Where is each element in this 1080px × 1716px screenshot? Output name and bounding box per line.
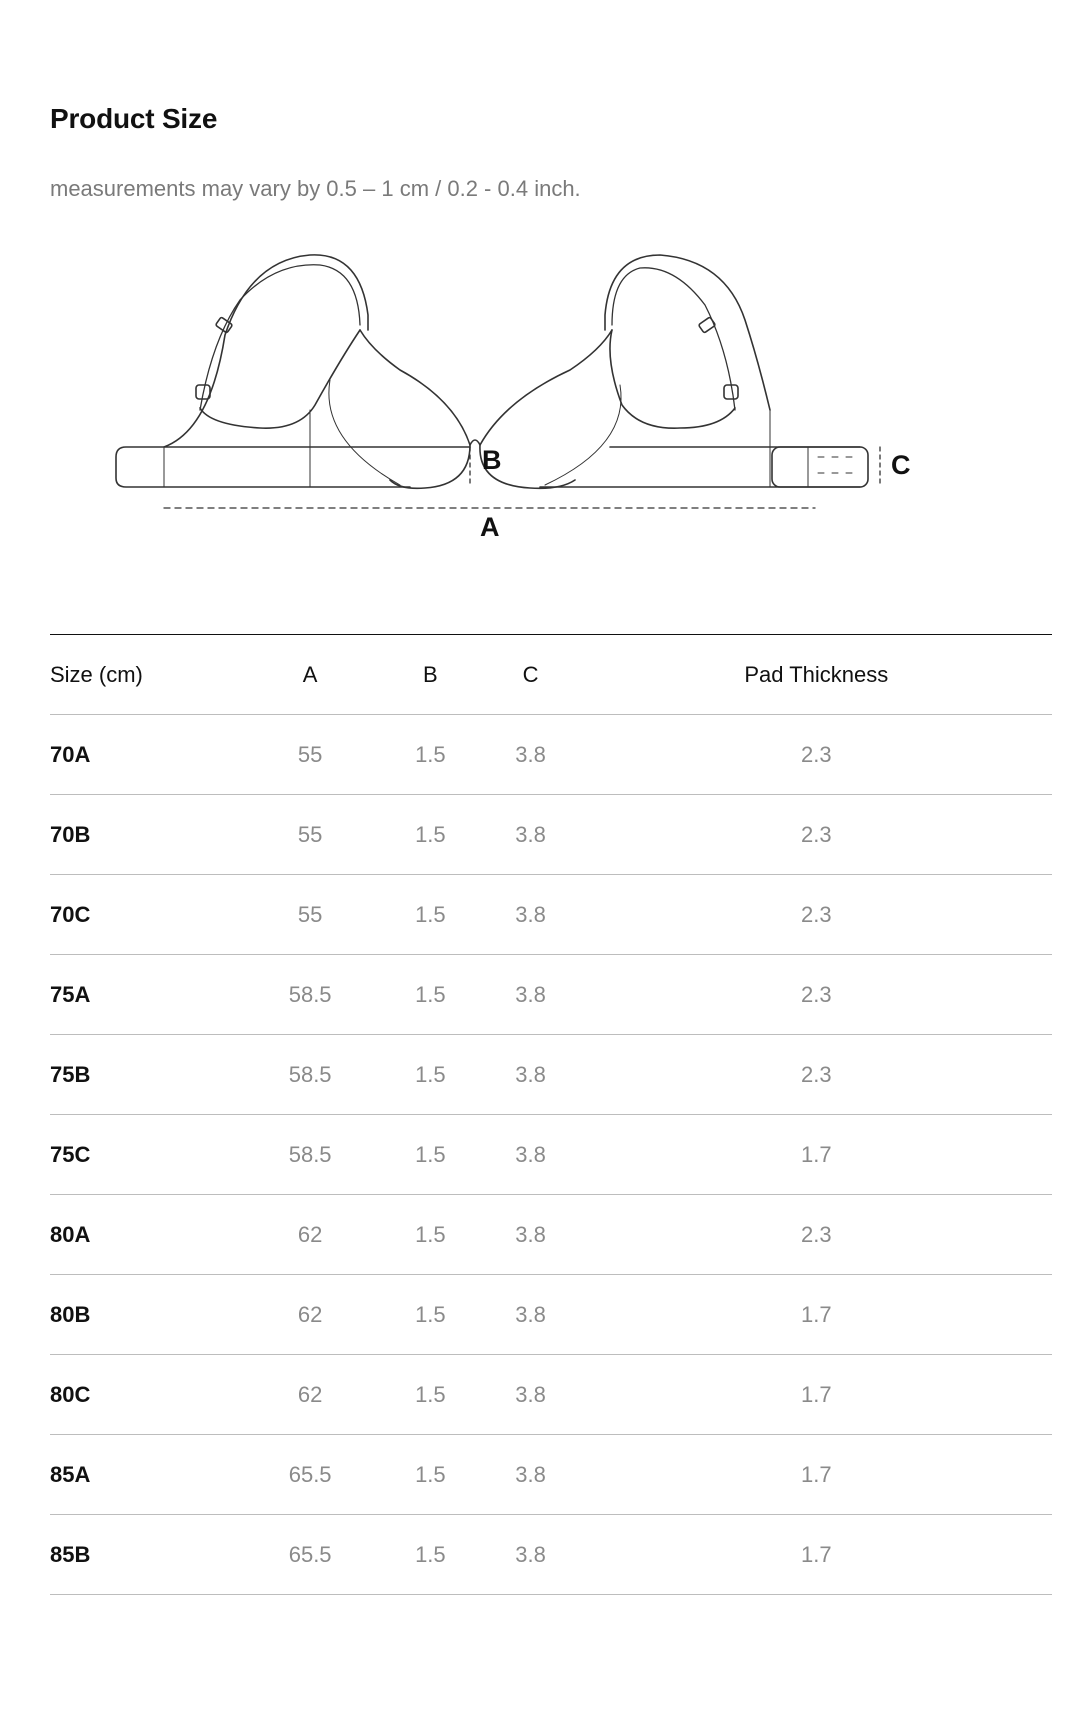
table-row bbox=[50, 715, 1052, 795]
hook-closure bbox=[772, 447, 868, 487]
b-cell: 1.5 bbox=[380, 795, 480, 875]
a-cell: 65.5 bbox=[240, 1435, 380, 1515]
a-cell: 62 bbox=[240, 1275, 380, 1355]
a-cell: 55 bbox=[240, 715, 380, 795]
a-cell: 62 bbox=[240, 1355, 380, 1435]
a-cell: 62 bbox=[240, 1195, 380, 1275]
c-cell: 3.8 bbox=[480, 715, 580, 795]
left-band bbox=[116, 447, 470, 487]
size-cell: 80C bbox=[50, 1355, 240, 1435]
pad-cell: 1.7 bbox=[581, 1115, 1052, 1195]
table-header-row bbox=[50, 635, 1052, 715]
c-cell: 3.8 bbox=[480, 1435, 580, 1515]
b-cell: 1.5 bbox=[380, 955, 480, 1035]
table-row bbox=[50, 1355, 1052, 1435]
table-row bbox=[50, 1435, 1052, 1515]
left-strap bbox=[164, 255, 368, 447]
a-cell: 58.5 bbox=[240, 1115, 380, 1195]
pad-cell: 2.3 bbox=[581, 1195, 1052, 1275]
c-cell: 3.8 bbox=[480, 1195, 580, 1275]
c-cell: 3.8 bbox=[480, 1115, 580, 1195]
b-cell: 1.5 bbox=[380, 1195, 480, 1275]
pad-cell: 2.3 bbox=[581, 1035, 1052, 1115]
c-cell: 3.8 bbox=[480, 875, 580, 955]
page-title: Product Size bbox=[50, 103, 218, 134]
c-cell: 3.8 bbox=[480, 955, 580, 1035]
b-cell: 1.5 bbox=[380, 1115, 480, 1195]
size-cell: 75C bbox=[50, 1115, 240, 1195]
b-cell: 1.5 bbox=[380, 1515, 480, 1595]
size-table bbox=[50, 634, 1052, 1595]
b-cell: 1.5 bbox=[380, 1275, 480, 1355]
table-row bbox=[50, 1515, 1052, 1595]
label-a: A bbox=[480, 512, 500, 542]
bra-illustration bbox=[0, 240, 1080, 580]
table-row bbox=[50, 1115, 1052, 1195]
a-cell: 58.5 bbox=[240, 1035, 380, 1115]
size-cell: 80B bbox=[50, 1275, 240, 1355]
table-row bbox=[50, 1275, 1052, 1355]
c-cell: 3.8 bbox=[480, 1275, 580, 1355]
table-row bbox=[50, 875, 1052, 955]
size-cell: 75A bbox=[50, 955, 240, 1035]
b-cell: 1.5 bbox=[380, 1035, 480, 1115]
pad-cell: 1.7 bbox=[581, 1355, 1052, 1435]
bra-measurement-diagram bbox=[0, 240, 1080, 580]
b-cell: 1.5 bbox=[380, 1355, 480, 1435]
measurement-note: measurements may vary by 0.5 – 1 cm / 0.2 - 0.4 inch. bbox=[50, 176, 581, 201]
column-header-a: A bbox=[240, 635, 380, 715]
a-cell: 65.5 bbox=[240, 1515, 380, 1595]
size-cell: 70C bbox=[50, 875, 240, 955]
size-cell: 85B bbox=[50, 1515, 240, 1595]
b-cell: 1.5 bbox=[380, 875, 480, 955]
column-header-pad-thickness: Pad Thickness bbox=[581, 635, 1052, 715]
table-row bbox=[50, 955, 1052, 1035]
size-cell: 75B bbox=[50, 1035, 240, 1115]
label-b: B bbox=[482, 445, 502, 475]
pad-cell: 2.3 bbox=[581, 955, 1052, 1035]
pad-cell: 1.7 bbox=[581, 1515, 1052, 1595]
pad-cell: 1.7 bbox=[581, 1435, 1052, 1515]
a-cell: 55 bbox=[240, 795, 380, 875]
pad-cell: 2.3 bbox=[581, 715, 1052, 795]
table-row bbox=[50, 1035, 1052, 1115]
b-cell: 1.5 bbox=[380, 715, 480, 795]
table-row bbox=[50, 1195, 1052, 1275]
column-header-size: Size (cm) bbox=[50, 635, 240, 715]
column-header-b: B bbox=[380, 635, 480, 715]
c-cell: 3.8 bbox=[480, 1035, 580, 1115]
c-cell: 3.8 bbox=[480, 795, 580, 875]
pad-cell: 1.7 bbox=[581, 1275, 1052, 1355]
label-c: C bbox=[891, 450, 911, 480]
left-strap-slider bbox=[215, 317, 232, 333]
center-gore bbox=[470, 440, 480, 445]
size-cell: 70A bbox=[50, 715, 240, 795]
size-cell: 80A bbox=[50, 1195, 240, 1275]
right-strap-slider bbox=[698, 317, 715, 333]
a-cell: 55 bbox=[240, 875, 380, 955]
b-cell: 1.5 bbox=[380, 1435, 480, 1515]
right-strap bbox=[605, 255, 770, 410]
hook-eyes bbox=[818, 457, 852, 473]
size-cell: 70B bbox=[50, 795, 240, 875]
c-cell: 3.8 bbox=[480, 1515, 580, 1595]
column-header-c: C bbox=[480, 635, 580, 715]
pad-cell: 2.3 bbox=[581, 795, 1052, 875]
a-cell: 58.5 bbox=[240, 955, 380, 1035]
size-cell: 85A bbox=[50, 1435, 240, 1515]
table-row bbox=[50, 795, 1052, 875]
pad-cell: 2.3 bbox=[581, 875, 1052, 955]
right-band bbox=[540, 447, 860, 487]
c-cell: 3.8 bbox=[480, 1355, 580, 1435]
right-cup bbox=[610, 330, 735, 428]
